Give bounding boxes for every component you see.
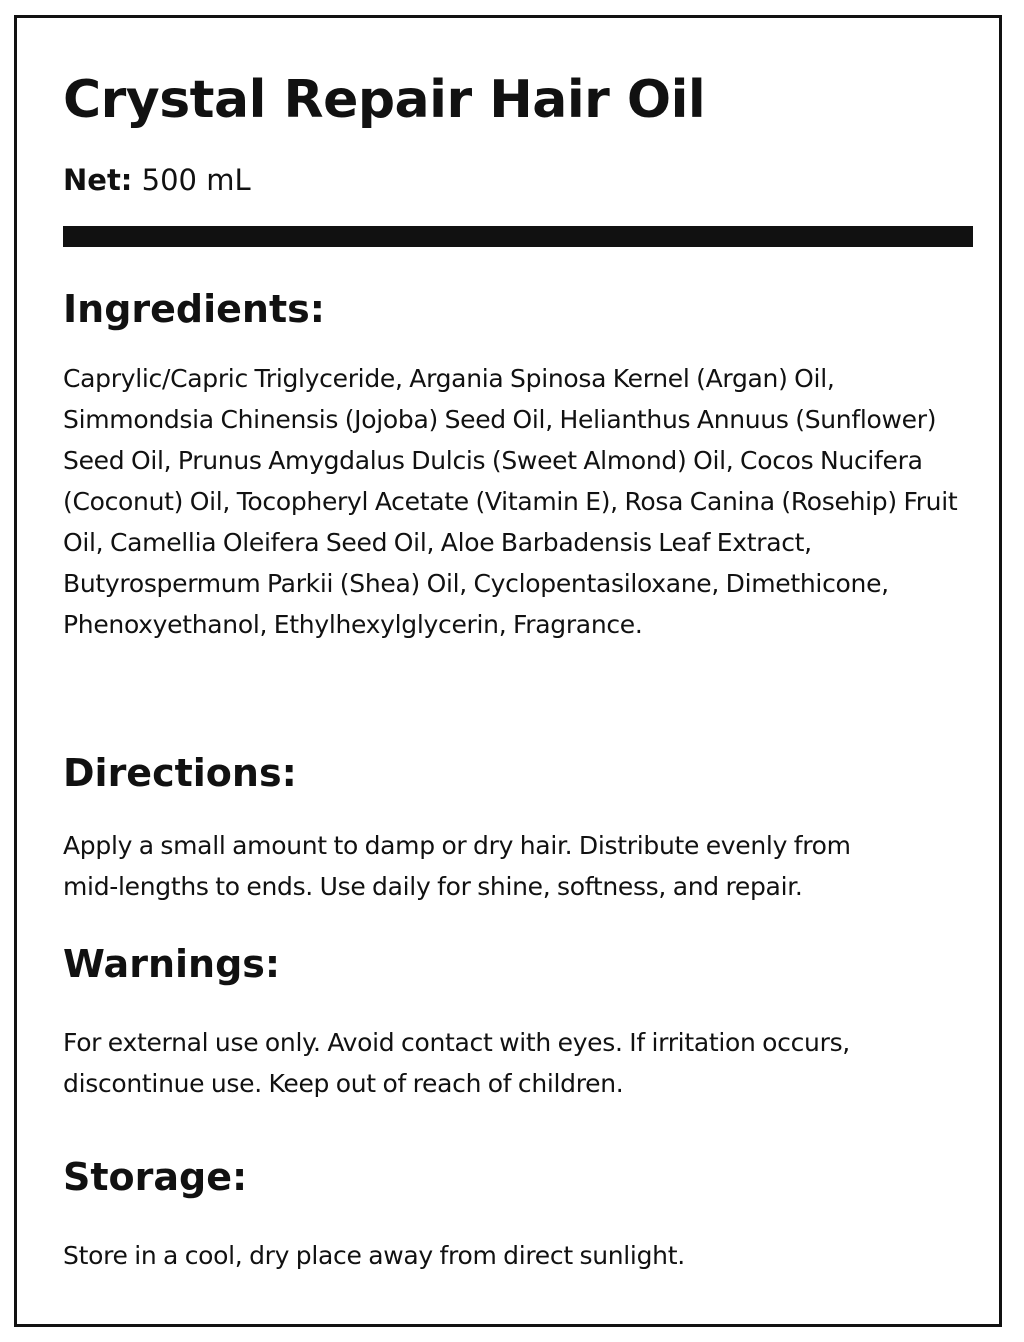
divider-bar [63, 226, 973, 247]
warnings-line: discontinue use. Keep out of reach of children. [63, 1069, 624, 1098]
warnings-line: For external use only. Avoid contact with eyes. If irritation occurs, [63, 1028, 850, 1057]
ingredients-text: Caprylic/Capric Triglyceride, Argania Spinosa Kernel (Argan) Oil, Simmondsia Chinensis (Jojoba) Seed Oil, Helianthus Annuus (Sunflower) Seed Oil, Prunus Amygdalus Dulcis (Sweet Almond) Oil, Cocos Nucifera (Coconut) Oil, Tocopheryl Acetate (Vitamin E), Rosa Canina (Rosehip) Fruit Oil, Camellia Oleifera Seed Oil, Aloe Barbadensis Leaf Extract, Butyrospermum Parkii (Shea) Oil, Cyclopentasiloxane, Dimethicone, Phenoxyethanol, Ethylhexylglycerin, Fragrance. [63, 364, 958, 639]
net-label: Net: [63, 163, 133, 197]
product-label [14, 15, 1002, 1327]
net-quantity [63, 158, 251, 202]
directions-line: Apply a small amount to damp or dry hair. Distribute evenly from [63, 831, 851, 860]
product-title: Crystal Repair Hair Oil [63, 70, 706, 130]
storage-heading: Storage: [63, 1155, 248, 1199]
directions-text [63, 825, 975, 907]
directions-heading: Directions: [63, 751, 297, 795]
ingredients-heading: Ingredients: [63, 287, 325, 331]
warnings-text [63, 1022, 975, 1104]
warnings-heading: Warnings: [63, 942, 281, 986]
storage-text: Store in a cool, dry place away from direct sunlight. [63, 1241, 685, 1270]
net-value: 500 mL [141, 163, 251, 197]
directions-line: mid-lengths to ends. Use daily for shine, softness, and repair. [63, 872, 803, 901]
